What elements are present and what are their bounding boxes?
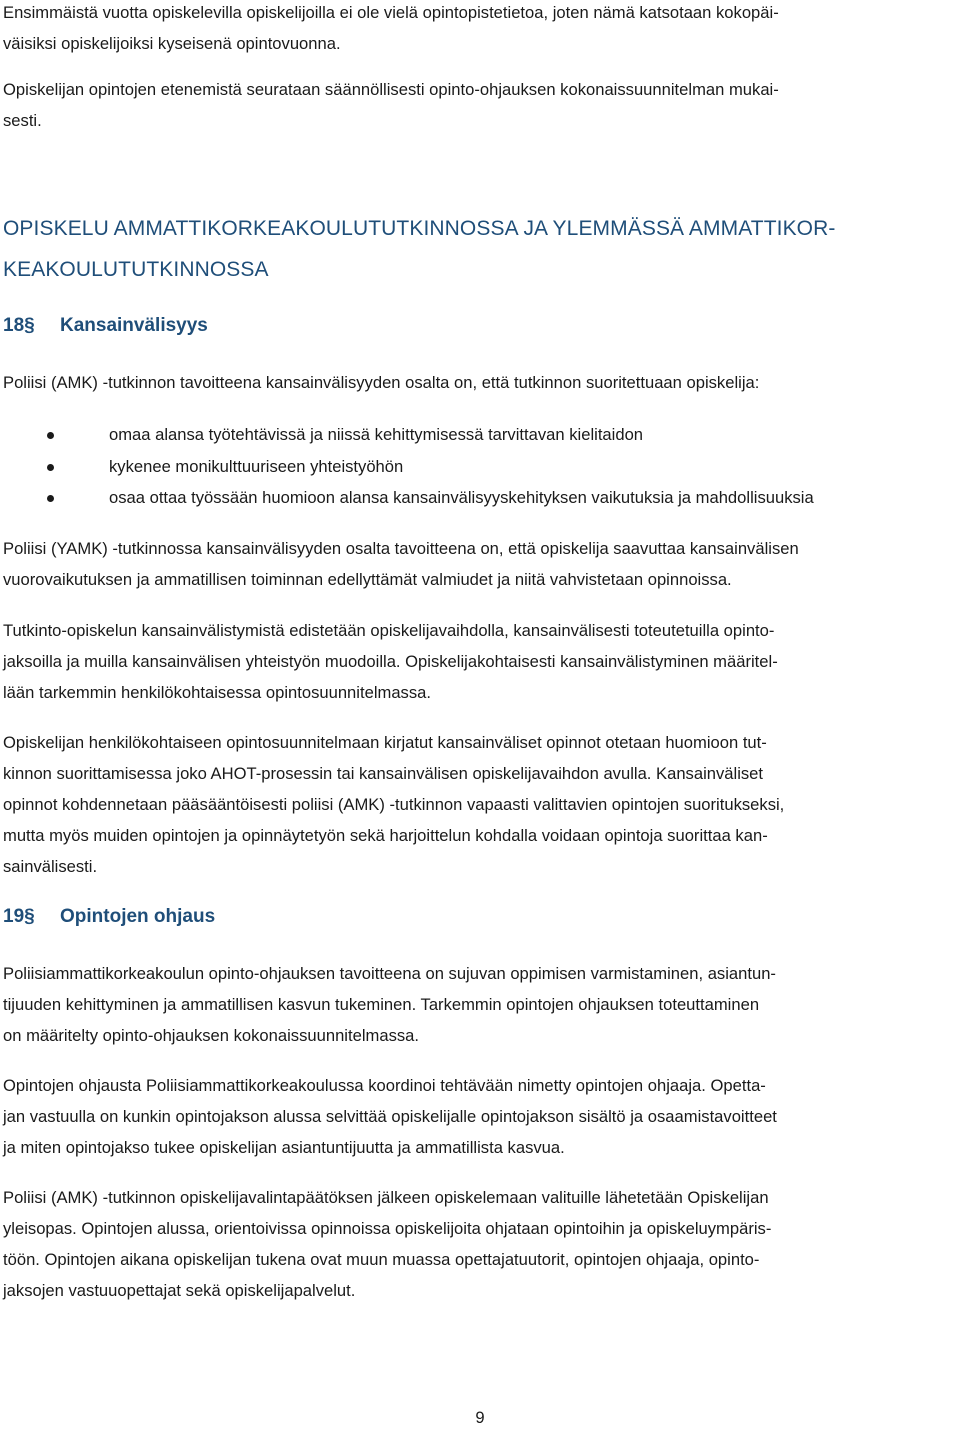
bullet-icon bbox=[47, 432, 54, 439]
list-item: kykenee monikulttuuriseen yhteistyöhön bbox=[3, 451, 957, 483]
text-line: väisiksi opiskelijoiksi kyseisenä opintovuonna. bbox=[3, 34, 341, 53]
text-line: sainvälisesti. bbox=[3, 857, 98, 876]
section-18-yamk-paragraph bbox=[3, 533, 957, 595]
section-18-intro bbox=[3, 367, 957, 398]
text-line: sesti. bbox=[3, 111, 42, 130]
text-line: vuorovaikutuksen ja ammatillisen toiminnan edellyttämät valmiudet ja niitä vahvistetaan opinnoissa. bbox=[3, 570, 732, 589]
main-heading bbox=[3, 208, 957, 290]
text-line: kinnon suorittamisessa joko AHOT-prosessin tai kansainvälisen opiskelijavaihdon avulla. Kansainväliset bbox=[3, 764, 764, 783]
text-line: Opintojen ohjausta Poliisiammattikorkeakoulussa koordinoi tehtävään nimetty opintojen ohjaaja. Opetta- bbox=[3, 1076, 766, 1095]
text-line: Poliisi (YAMK) -tutkinnossa kansainvälisyyden osalta tavoitteena on, että opiskelija saavuttaa kansainvälisen bbox=[3, 539, 799, 558]
text-line: on määritelty opinto-ohjauksen kokonaissuunnitelmassa. bbox=[3, 1026, 420, 1045]
text-line: Tutkinto-opiskelun kansainvälistymistä edistetään opiskelijavaihdolla, kansainvälisesti toteutetuilla opinto- bbox=[3, 621, 775, 640]
bullet-icon bbox=[47, 464, 54, 471]
text-line: Opiskelijan henkilökohtaiseen opintosuunnitelmaan kirjatut kansainväliset opinnot otetaan huomioon tut- bbox=[3, 733, 767, 752]
section-19-paragraph-2 bbox=[3, 1070, 957, 1163]
section-18-bullet-list bbox=[3, 419, 957, 514]
list-item: osaa ottaa työssään huomioon alansa kansainvälisyyskehityksen vaikutuksia ja mahdollisuuksia bbox=[3, 482, 957, 514]
text-line: mutta myös muiden opintojen ja opinnäytetyön sekä harjoittelun kohdalla voidaan opintoja suorittaa kan- bbox=[3, 826, 768, 845]
heading-line: OPISKELU AMMATTIKORKEAKOULUTUTKINNOSSA JA YLEMMÄSSÄ AMMATTIKOR- bbox=[3, 217, 836, 240]
section-title: Opintojen ohjaus bbox=[60, 906, 216, 927]
text-line: töön. Opintojen aikana opiskelijan tukena ovat muun muassa opettajatuutorit, opintojen ohjaaja, opinto- bbox=[3, 1250, 760, 1269]
intro-paragraph-2 bbox=[3, 74, 957, 136]
intro-paragraph-1 bbox=[3, 0, 957, 59]
section-sign: § bbox=[24, 906, 35, 927]
section-number: 19§ bbox=[3, 902, 60, 932]
section-number: 18§ bbox=[3, 311, 60, 341]
section-sign: § bbox=[24, 315, 35, 336]
section-19-paragraph-1 bbox=[3, 958, 957, 1051]
text-line: ja miten opintojakso tukee opiskelijan asiantuntijuutta ja ammatillista kasvua. bbox=[3, 1138, 565, 1157]
text-line: jaksoilla ja muilla kansainvälisen yhteistyön muodoilla. Opiskelijakohtaisesti kansainvälistyminen määritel- bbox=[3, 652, 778, 671]
text-line: Poliisiammattikorkeakoulun opinto-ohjauksen tavoitteena on sujuvan oppimisen varmistaminen, asiantun- bbox=[3, 964, 776, 983]
page-number: 9 bbox=[475, 1408, 485, 1427]
section-title: Kansainvälisyys bbox=[60, 315, 208, 336]
text-line: opinnot kohdennetaan pääsääntöisesti poliisi (AMK) -tutkinnon vapaasti valittavien opintojen suoritukseksi, bbox=[3, 795, 785, 814]
text-line: tijuuden kehittyminen ja ammatillisen kasvun tukeminen. Tarkemmin opintojen ohjauksen toteuttaminen bbox=[3, 995, 760, 1014]
text-line: jaksojen vastuuopettajat sekä opiskelijapalvelut. bbox=[3, 1281, 356, 1300]
list-item: omaa alansa työtehtävissä ja niissä kehittymisessä tarvittavan kielitaidon bbox=[3, 419, 957, 451]
section-18-hops-paragraph bbox=[3, 727, 957, 882]
text-line: Opiskelijan opintojen etenemistä seurataan säännöllisesti opinto-ohjauksen kokonaissuunnitelman mukai- bbox=[3, 80, 779, 99]
section-19-paragraph-3 bbox=[3, 1182, 957, 1306]
section-18-heading bbox=[3, 311, 208, 341]
heading-line: KEAKOULUTUTKINNOSSA bbox=[3, 258, 269, 281]
bullet-icon bbox=[47, 495, 54, 502]
text-line: Poliisi (AMK) -tutkinnon tavoitteena kansainvälisyyden osalta on, että tutkinnon suoritettuaan opiskelija: bbox=[3, 373, 760, 392]
text-line: jan vastuulla on kunkin opintojakson alussa selvittää opiskelijalle opintojakson sisältö ja osaamistavoitteet bbox=[3, 1107, 777, 1126]
text-line: lään tarkemmin henkilökohtaisessa opintosuunnitelmassa. bbox=[3, 683, 431, 702]
section-19-heading bbox=[3, 902, 215, 932]
text-line: Ensimmäistä vuotta opiskelevilla opiskelijoilla ei ole vielä opintopistetietoa, joten nämä katsotaan kokopäi- bbox=[3, 3, 779, 22]
text-line: Poliisi (AMK) -tutkinnon opiskelijavalintapäätöksen jälkeen opiskelemaan valituille lähetetään Opiskelijan bbox=[3, 1188, 769, 1207]
section-18-tutkinto-paragraph bbox=[3, 615, 957, 708]
text-line: yleisopas. Opintojen alussa, orientoivissa opinnoissa opiskelijoita ohjataan opintoihin ja opiskeluympäris- bbox=[3, 1219, 772, 1238]
